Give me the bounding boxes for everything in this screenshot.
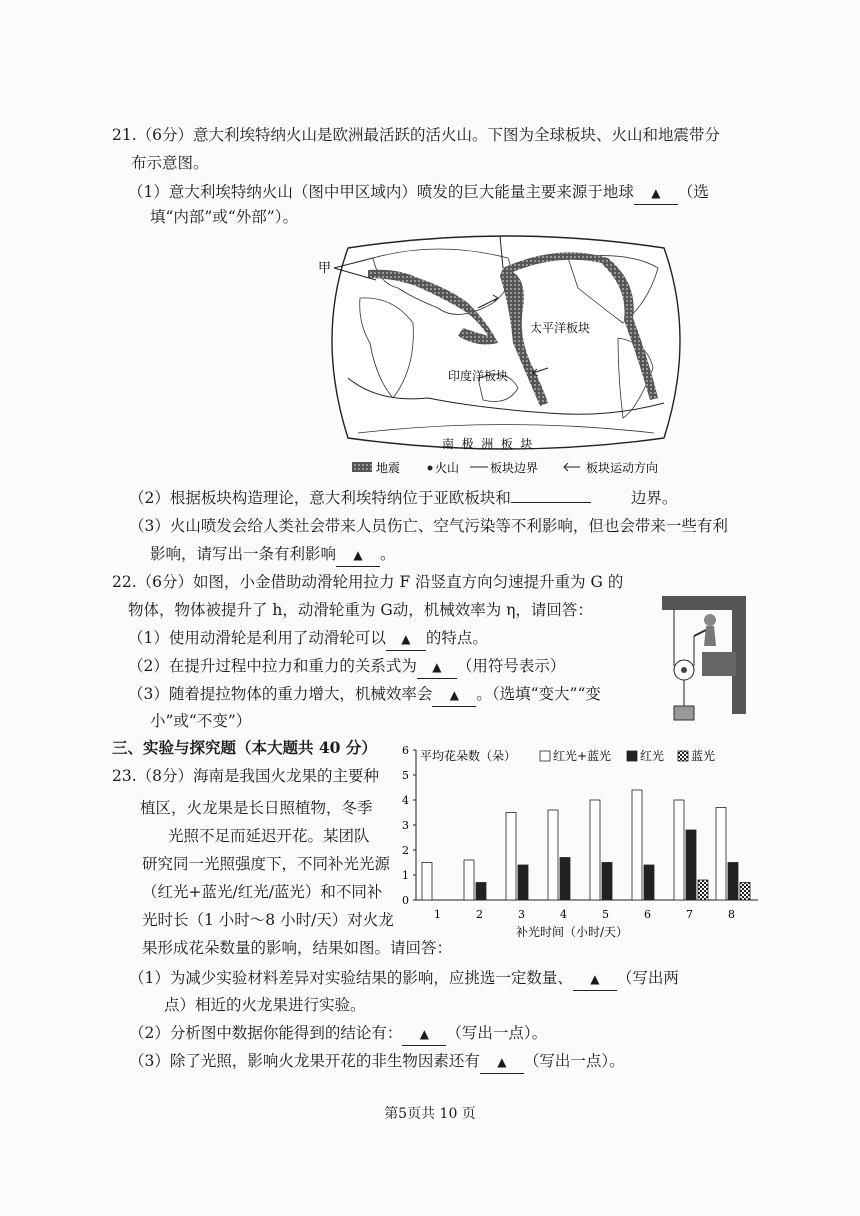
q22-part3-text-b: 。（选填“变大”“变 (476, 685, 601, 703)
x-tick-label: 5 (602, 908, 609, 921)
x-tick-label: 1 (434, 908, 441, 921)
answer-blank[interactable] (573, 967, 617, 991)
q23-part3-text-b: （写出一点）。 (523, 1052, 625, 1070)
y-tick-label: 5 (402, 769, 409, 782)
legend-label: 红光 (640, 749, 665, 763)
q21-part3: （3）火山喷发会给人类社会带来人员伤亡、空气污染等不利影响，但也会带来一些有利 (129, 517, 728, 535)
triangle-icon: ▲ (651, 186, 661, 200)
map-label-antarctic: 南 极 洲 板 块 (442, 437, 533, 451)
answer-blank[interactable] (386, 627, 426, 651)
map-label-indian: 印度洋板块 (448, 369, 509, 383)
y-ticks (402, 744, 416, 907)
answer-blank[interactable] (634, 181, 678, 205)
triangle-icon: ▲ (449, 688, 459, 702)
map-label-pacific: 太平洋板块 (530, 321, 591, 335)
q23-part1-text-b: （写出两 (616, 969, 679, 987)
x-tick-label: 4 (560, 908, 567, 921)
legend-arrow-icon (564, 463, 580, 471)
triangle-icon: ▲ (497, 1055, 507, 1069)
x-tick-label: 6 (644, 908, 651, 921)
q23-part3-text: （3）除了光照，影响火龙果开花的非生物因素还有 (129, 1052, 480, 1070)
q21-part3-end: 。 (380, 545, 396, 563)
bar-red (728, 863, 738, 901)
answer-blank[interactable] (417, 655, 457, 679)
q23-part1-text: （1）为减少实验材料差异对实验结果的影响，应挑选一定数量、 (129, 969, 573, 987)
bar-blue (698, 880, 708, 900)
q22-stem-line2: 物体，物体被提升了 h，动滑轮重为 G动，机械效率为 η，请回答： (128, 601, 593, 619)
bar-red (686, 830, 696, 900)
q23-part1-cont: 点）相近的火龙果进行实验。 (164, 996, 366, 1014)
answer-blank[interactable] (432, 683, 476, 707)
bar-blue (740, 883, 750, 901)
q23-stem-line2: 植区，火龙果是长日照植物，冬季 (140, 799, 373, 817)
x-tick-label: 2 (476, 908, 483, 921)
q21-part2 (129, 487, 677, 509)
bar-red-blue (464, 860, 474, 900)
q22-part3-cont: 小”或“不变”） (150, 712, 252, 730)
q21-part1-text-b: （选 (677, 183, 709, 201)
q23-stem-line6: 光时长（1 小时～8 小时/天）对火龙 (142, 911, 394, 929)
q23-part3 (129, 1050, 625, 1074)
legend-label: 蓝光 (691, 749, 716, 763)
y-tick-label: 1 (402, 869, 409, 882)
person-arm (694, 630, 706, 636)
flower-count-chart (396, 742, 768, 942)
bar-red (518, 865, 528, 900)
q21-stem-line2: 布示意图。 (131, 154, 209, 172)
q21-part2-text: （2）根据板块构造理论，意大利埃特纳位于亚欧板块和 (129, 489, 511, 507)
q23-stem-line5: （红光+蓝光/红光/蓝光）和不同补 (142, 883, 383, 901)
y-tick-label: 0 (402, 894, 409, 907)
world-plate-map (318, 228, 694, 478)
q21-part3-cont (150, 543, 396, 567)
q23-stem-line4: 研究同一光照强度下，不同补光光源 (142, 855, 391, 873)
section-3-heading: 三、实验与探究题（本大题共 40 分） (112, 738, 377, 757)
q23-part2-text: （2）分析图中数据你能得到的结论有： (129, 1024, 403, 1042)
q22-part2-text-b: （用符号表示） (456, 657, 566, 675)
q22-part2-text: （2）在提升过程中拉力和重力的关系式为 (128, 657, 417, 675)
pulley-figure (662, 596, 750, 724)
pulley-platform (702, 652, 736, 676)
map-label-jia: 甲 (318, 261, 332, 276)
q23-part1 (129, 967, 679, 991)
y-tick-label: 4 (402, 794, 409, 807)
x-tick-label: 8 (728, 908, 735, 921)
answer-blank[interactable] (480, 1050, 524, 1074)
chart-bars (422, 790, 750, 900)
person-head-icon (704, 614, 716, 626)
bar-red-blue (674, 800, 684, 900)
bar-red-blue (632, 790, 642, 900)
q23-part2 (129, 1022, 547, 1046)
bar-red (644, 865, 654, 900)
q22-part3 (128, 683, 601, 707)
q21-stem-line1: 21.（6分）意大利埃特纳火山是欧洲最活跃的活火山。下图为全球板块、火山和地震带分 (112, 126, 721, 144)
y-tick-label: 2 (402, 844, 409, 857)
q23-part2-text-b: （写出一点）。 (446, 1024, 548, 1042)
legend-quake-label: 地震 (376, 461, 401, 475)
legend-quake-swatch (352, 462, 372, 472)
q23-stem-line3: 光照不足而延迟开花。某团队 (168, 827, 370, 845)
legend-direction-label: 板块运动方向 (586, 461, 659, 475)
q22-part2 (128, 655, 565, 679)
q21-part1-text: （1）意大利埃特纳火山（图中甲区域内）喷发的巨大能量主要来源于地球 (128, 183, 634, 201)
triangle-icon: ▲ (401, 632, 411, 646)
legend-swatch (678, 751, 688, 761)
legend-label: 红光+蓝光 (553, 749, 612, 763)
answer-blank[interactable] (402, 1022, 446, 1046)
y-tick-label: 3 (402, 819, 409, 832)
triangle-icon: ▲ (419, 1027, 429, 1041)
triangle-icon: ▲ (432, 660, 442, 674)
bar-red (602, 863, 612, 901)
page-footer: 第5页共 10 页 (384, 1106, 476, 1122)
legend-volcano-label: 火山 (435, 461, 460, 475)
bar-red-blue (506, 813, 516, 901)
q21-part1 (128, 181, 709, 205)
answer-blank[interactable] (511, 502, 591, 503)
legend-boundary-label: 板块边界 (490, 461, 539, 475)
bar-red-blue (548, 810, 558, 900)
x-tick-label: 7 (686, 908, 693, 921)
triangle-icon: ▲ (353, 548, 363, 562)
q23-stem-line1: 23.（8分）海南是我国火龙果的主要种 (112, 767, 380, 785)
q21-part2-text-b: 边界。 (630, 489, 678, 507)
bar-red-blue (422, 863, 432, 901)
y-tick-label: 6 (402, 744, 409, 757)
q22-part1 (128, 627, 488, 651)
person-body-icon (704, 626, 716, 646)
legend-swatch (627, 751, 637, 761)
chart-title: 平均花朵数（朵） (420, 749, 517, 763)
x-ticks (434, 908, 735, 921)
bar-red-blue (590, 800, 600, 900)
x-axis-label: 补光时间（小时/天） (516, 925, 629, 939)
q23-stem-line7: 果形成花朵数量的影响，结果如图。请回答： (142, 939, 453, 957)
triangle-icon: ▲ (590, 972, 600, 986)
x-tick-label: 3 (518, 908, 525, 921)
q22-part1-text: （1）使用动滑轮是利用了动滑轮可以 (128, 629, 386, 647)
q22-part1-text-b: 的特点。 (425, 629, 488, 647)
weight-block (674, 706, 694, 720)
bar-red-blue (716, 808, 726, 901)
answer-blank[interactable] (336, 543, 380, 567)
bar-red (476, 883, 486, 901)
pulley-axle (681, 667, 687, 673)
q21-part3-text: 影响，请写出一条有利影响 (150, 545, 337, 563)
legend-swatch (540, 751, 550, 761)
q22-part3-text: （3）随着提拉物体的重力增大，机械效率会 (128, 685, 433, 703)
q21-part1-cont: 填“内部”或“外部”）。 (150, 208, 298, 226)
legend-volcano-icon (428, 466, 433, 471)
chart-legend (540, 748, 715, 763)
q22-stem-line1: 22.（6分）如图，小金借助动滑轮用拉力 F 沿竖直方向匀速提升重为 G 的 (112, 573, 624, 591)
bar-red (560, 858, 570, 901)
